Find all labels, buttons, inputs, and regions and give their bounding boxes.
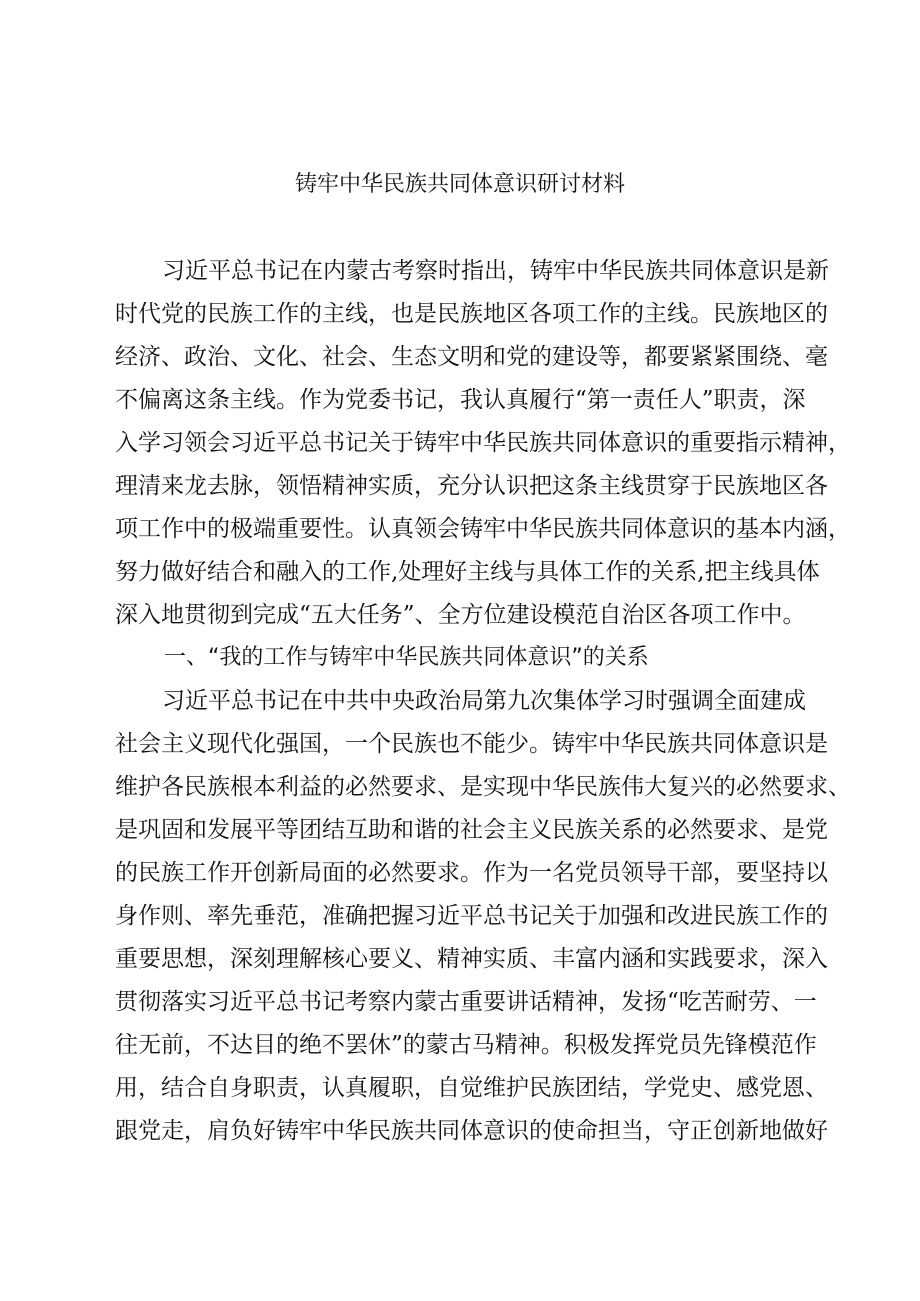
paragraph-1-line-8: 努力做好结合和融入的工作,处理好主线与具体工作的关系,把主线具体 (115, 559, 820, 585)
document-title: 铸牢中华民族共同体意识研讨材料 (294, 172, 625, 197)
paragraph-2-line-10: 用，结合自身职责，认真履职，自觉维护民族团结，学党史、感党恩、 (115, 1075, 828, 1101)
paragraph-1-line-7: 项工作中的极端重要性。认真领会铸牢中华民族共同体意识的基本内涵， (115, 516, 851, 542)
paragraph-2-line-7: 重要思想，深刻理解核心要义、精神实质、丰富内涵和实践要求，深入 (115, 946, 828, 972)
section-heading-1: 一、“我的工作与铸牢中华民族共同体意识”的关系 (164, 645, 649, 670)
paragraph-2-line-11: 跟党走，肩负好铸牢中华民族共同体意识的使命担当，守正创新地做好 (115, 1118, 828, 1144)
paragraph-2-line-9: 往无前，不达目的绝不罢休”的蒙古马精神。积极发挥党员先锋模范作 (115, 1032, 817, 1058)
paragraph-1-line-5: 入学习领会习近平总书记关于铸牢中华民族共同体意识的重要指示精神， (115, 430, 851, 456)
paragraph-2-line-6: 身作则、率先垂范，准确把握习近平总书记关于加强和改进民族工作的 (115, 903, 828, 929)
paragraph-2-line-8: 贯彻落实习近平总书记考察内蒙古重要讲话精神，发扬“吃苦耐劳、一 (115, 989, 817, 1015)
paragraph-2-line-5: 的民族工作开创新局面的必然要求。作为一名党员领导干部，要坚持以 (115, 860, 828, 886)
paragraph-1-line-1: 习近平总书记在内蒙古考察时指出，铸牢中华民族共同体意识是新 (162, 258, 829, 284)
paragraph-1-line-2: 时代党的民族工作的主线，也是民族地区各项工作的主线。民族地区的 (115, 301, 828, 327)
paragraph-2-line-4: 是巩固和发展平等团结互助和谐的社会主义民族关系的必然要求、是党 (115, 817, 828, 843)
paragraph-1-line-6: 理清来龙去脉，领悟精神实质，充分认识把这条主线贯穿于民族地区各 (115, 473, 828, 499)
paragraph-2-line-3: 维护各民族根本利益的必然要求、是实现中华民族伟大复兴的必然要求、 (115, 774, 851, 800)
paragraph-1-line-3: 经济、政治、文化、社会、生态文明和党的建设等，都要紧紧围绕、毫 (115, 344, 828, 370)
paragraph-2-line-1: 习近平总书记在中共中央政治局第九次集体学习时强调全面建成 (162, 688, 806, 714)
paragraph-1-line-4: 不偏离这条主线。作为党委书记，我认真履行“第一责任人”职责，深 (115, 387, 806, 413)
paragraph-1-line-9: 深入地贯彻到完成“五大任务”、全方位建设模范自治区各项工作中。 (115, 602, 806, 628)
paragraph-2-line-2: 社会主义现代化强国，一个民族也不能少。铸牢中华民族共同体意识是 (115, 731, 828, 757)
